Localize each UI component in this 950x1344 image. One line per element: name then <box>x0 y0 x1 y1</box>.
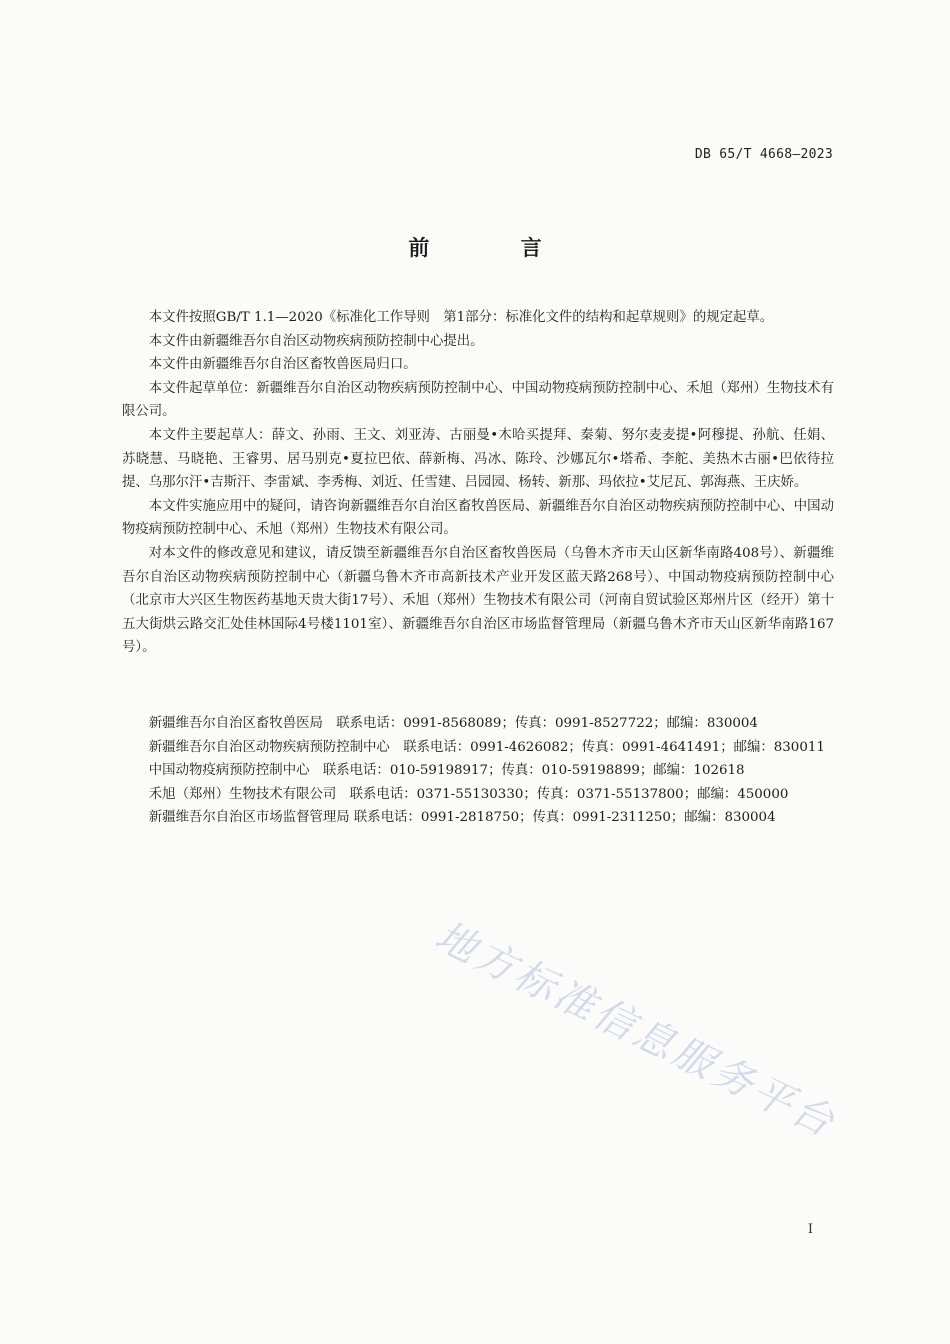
page-title: 前 言 <box>408 236 584 260</box>
contact-item: 新疆维吾尔自治区畜牧兽医局 联系电话：0991-8568089；传真：0991-8527722；邮编：830004 <box>148 716 758 731</box>
contact-item: 禾旭（郑州）生物技术有限公司 联系电话：0371-55130330；传真：0371-55137800；邮编：450000 <box>148 786 789 802</box>
paragraph-drafting-rules: 本文件按照GB/T 1.1—2020《标准化工作导则 第1部分：标准化文件的结构和起草规则》的规定起草。 <box>148 310 774 325</box>
watermark: 地方标准信息服务平台 <box>427 913 844 1148</box>
foreword-body <box>122 306 834 660</box>
page-number: I <box>807 1222 813 1237</box>
contact-item: 新疆维吾尔自治区市场监督管理局 联系电话：0991-2818750；传真：0991-2311250；邮编：830004 <box>148 810 776 826</box>
paragraph-proposer: 本文件由新疆维吾尔自治区动物疾病预防控制中心提出。 <box>148 333 484 349</box>
contact-item: 新疆维吾尔自治区动物疾病预防控制中心 联系电话：0991-4626082；传真：0991-4641491；邮编：830011 <box>148 739 825 755</box>
paragraph-administrator: 本文件由新疆维吾尔自治区畜牧兽医局归口。 <box>148 357 417 373</box>
contact-item: 中国动物疫病预防控制中心 联系电话：010-59198917；传真：010-59198899；邮编：102618 <box>148 763 745 779</box>
paragraph-feedback: 对本文件的修改意见和建议，请反馈至新疆维吾尔自治区畜牧兽医局（乌鲁木齐市天山区新华南路408号）、新疆维吾尔自治区动物疾病预防控制中心（新疆乌鲁木齐市高新技术产业开发区蓝天路268号）、中国动物疫病预防控制中心（北京市大兴区生物医药基地天贵大街17号）、禾旭（郑州）生物技术有限公司（河南自贸试验区郑州片区（经开）第十五大街烘云路交汇处佳林国际4号楼1101室）、新疆维吾尔自治区市场监督管理局（新疆乌鲁木齐市天山区新华南路167号）。 <box>122 545 834 656</box>
paragraph-drafting-units: 本文件起草单位：新疆维吾尔自治区动物疾病预防控制中心、中国动物疫病预防控制中心、禾旭（郑州）生物技术有限公司。 <box>122 380 834 420</box>
paragraph-inquiries: 本文件实施应用中的疑问，请咨询新疆维吾尔自治区畜牧兽医局、新疆维吾尔自治区动物疾病预防控制中心、中国动物疫病预防控制中心、禾旭（郑州）生物技术有限公司。 <box>122 498 834 538</box>
contact-list <box>122 712 834 830</box>
document-code: DB 65/T 4668—2023 <box>694 147 833 162</box>
paragraph-drafters: 本文件主要起草人：薛文、孙雨、王文、刘亚涛、古丽曼•木哈买提拜、秦菊、努尔麦麦提•阿穆提、孙航、任娟、苏晓慧、马晓艳、王睿男、居马别克•夏拉巴依、薛新梅、冯冰、陈玲、沙娜瓦尔•塔希、李舵、美热木古丽•巴依待拉提、乌那尔汗•吉斯汗、李雷斌、李秀梅、刘近、任雪建、吕园园、杨转、新那、玛依拉•艾尼瓦、郭海燕、王庆娇。 <box>122 427 834 491</box>
